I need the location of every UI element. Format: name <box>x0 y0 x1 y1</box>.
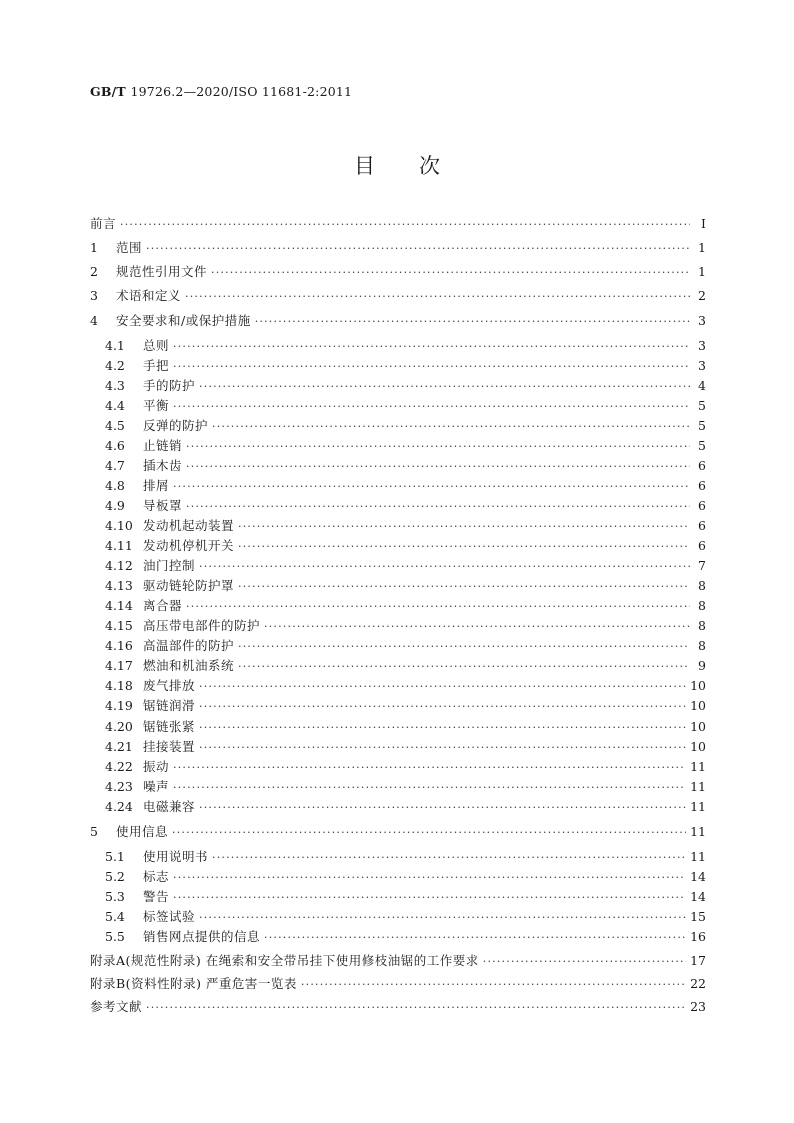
toc-entry-label: 止链销 <box>143 438 183 453</box>
toc-entry-label: 电磁兼容 <box>143 799 196 814</box>
toc-entry-page: 8 <box>698 638 706 653</box>
toc-leader-dots <box>173 399 690 415</box>
toc-entry-label: 离合器 <box>143 598 183 613</box>
toc-leader-dots <box>199 910 686 926</box>
toc-leader-dots <box>238 519 690 535</box>
toc-entry[interactable] <box>90 889 706 906</box>
toc-entry-page: 10 <box>690 698 706 713</box>
toc-entry-page: 3 <box>698 338 706 353</box>
toc-entry[interactable] <box>90 313 706 330</box>
toc-entry-number: 4.18 <box>105 678 133 693</box>
toc-leader-dots <box>173 870 686 886</box>
toc-entry-number: 5.5 <box>105 929 125 944</box>
toc-entry-number: 5.2 <box>105 869 125 884</box>
toc-leader-dots <box>185 289 690 305</box>
toc-leader-dots <box>212 419 690 435</box>
toc-entry-page: 6 <box>698 458 706 473</box>
toc-entry-label: 标志 <box>143 869 170 884</box>
toc-entry-label: 挂接装置 <box>143 739 196 754</box>
toc-leader-dots <box>238 639 690 655</box>
toc-leader-dots <box>238 659 690 675</box>
toc-entry-page: 4 <box>698 378 706 393</box>
toc-entry-label: 插木齿 <box>143 458 183 473</box>
toc-entry[interactable] <box>90 999 706 1016</box>
toc-leader-dots <box>173 479 690 495</box>
toc-entry-label: 术语和定义 <box>116 288 182 303</box>
toc-entry[interactable] <box>90 638 706 655</box>
toc-entry[interactable] <box>90 849 706 866</box>
toc-entry-label: 高压带电部件的防护 <box>143 618 261 633</box>
toc-entry-number: 4.19 <box>105 698 133 713</box>
toc-leader-dots <box>238 579 690 595</box>
toc-entry-label: 平衡 <box>143 398 170 413</box>
toc-entry[interactable] <box>90 378 706 395</box>
toc-entry-page: 14 <box>690 889 706 904</box>
toc-entry-page: 10 <box>690 719 706 734</box>
toc-entry[interactable] <box>90 698 706 715</box>
toc-entry[interactable] <box>90 518 706 535</box>
toc-entry[interactable] <box>90 678 706 695</box>
toc-entry[interactable] <box>90 953 706 970</box>
toc-entry[interactable] <box>90 929 706 946</box>
toc-entry-label: 导板罩 <box>143 498 183 513</box>
toc-entry[interactable] <box>90 438 706 455</box>
toc-entry-label: 手的防护 <box>143 378 196 393</box>
toc-entry-page: 11 <box>690 759 706 774</box>
toc-entry[interactable] <box>90 976 706 993</box>
toc-entry[interactable] <box>90 240 706 257</box>
toc-entry-label: 前言 <box>90 216 117 231</box>
toc-entry-label: 附录B(资料性附录) 严重危害一览表 <box>90 976 297 991</box>
toc-entry-number: 4.21 <box>105 739 133 754</box>
toc-entry-number: 4.15 <box>105 618 133 633</box>
toc-leader-dots <box>146 1000 686 1016</box>
toc-entry-page: 5 <box>698 418 706 433</box>
toc-leader-dots <box>199 379 690 395</box>
toc-entry[interactable] <box>90 264 706 281</box>
toc-entry-page: 23 <box>690 999 706 1014</box>
toc-leader-dots <box>120 217 690 233</box>
toc-entry-number: 4.20 <box>105 719 133 734</box>
toc-entry-page: 6 <box>698 518 706 533</box>
toc-entry-number: 4.22 <box>105 759 133 774</box>
toc-entry-number: 4.17 <box>105 658 133 673</box>
toc-entry-page: 3 <box>698 358 706 373</box>
toc-leader-dots <box>172 825 686 841</box>
toc-entry[interactable] <box>90 398 706 415</box>
toc-entry[interactable] <box>90 418 706 435</box>
toc-entry-number: 1 <box>90 240 98 255</box>
standard-prefix: GB/T <box>90 84 126 99</box>
toc-entry-number: 5.3 <box>105 889 125 904</box>
toc-entry-page: 3 <box>698 313 706 328</box>
toc-leader-dots <box>255 314 690 330</box>
toc-entry[interactable] <box>90 799 706 816</box>
standard-code: 19726.2—2020/ISO 11681-2:2011 <box>130 84 353 99</box>
toc-entry-number: 4.3 <box>105 378 125 393</box>
toc-entry[interactable] <box>90 598 706 615</box>
toc-entry-page: 2 <box>698 288 706 303</box>
toc-entry-page: 22 <box>690 976 706 991</box>
toc-entry-page: 10 <box>690 678 706 693</box>
toc-leader-dots <box>483 954 686 970</box>
toc-entry[interactable] <box>90 759 706 776</box>
toc-entry[interactable] <box>90 739 706 756</box>
toc-leader-dots <box>212 850 686 866</box>
toc-entry-number: 4.9 <box>105 498 125 513</box>
toc-entry-label: 排屑 <box>143 478 170 493</box>
toc-entry-page: 17 <box>690 953 706 968</box>
toc-entry-label: 油门控制 <box>143 558 196 573</box>
toc-entry-page: 5 <box>698 438 706 453</box>
toc-entry-label: 参考文献 <box>90 999 143 1014</box>
toc-entry-number: 4.14 <box>105 598 133 613</box>
toc-entry-page: 15 <box>690 909 706 924</box>
toc-entry-page: 11 <box>690 824 706 839</box>
toc-entry-page: 6 <box>698 538 706 553</box>
toc-entry-number: 4.7 <box>105 458 125 473</box>
toc-entry[interactable] <box>90 779 706 796</box>
toc-entry-number: 4.16 <box>105 638 133 653</box>
toc-entry-label: 标签试验 <box>143 909 196 924</box>
toc-leader-dots <box>264 619 690 635</box>
toc-entry-page: 10 <box>690 739 706 754</box>
toc-entry-number: 5 <box>90 824 98 839</box>
toc-entry-page: 11 <box>690 849 706 864</box>
toc-entry-label: 废气排放 <box>143 678 196 693</box>
toc-leader-dots <box>186 499 690 515</box>
toc-entry-label: 附录A(规范性附录) 在绳索和安全带吊挂下使用修枝油锯的工作要求 <box>90 953 479 968</box>
toc-entry-label: 警告 <box>143 889 170 904</box>
toc-entry-label: 总则 <box>143 338 170 353</box>
toc-entry-label: 反弹的防护 <box>143 418 209 433</box>
toc-entry-number: 4.1 <box>105 338 125 353</box>
toc-leader-dots <box>173 890 686 906</box>
toc-entry-label: 安全要求和/或保护措施 <box>116 313 251 328</box>
toc-entry-number: 4 <box>90 313 98 328</box>
toc-entry-label: 锯链润滑 <box>143 698 196 713</box>
toc-entry-page: 16 <box>690 929 706 944</box>
toc-entry-label: 锯链张紧 <box>143 719 196 734</box>
toc-entry-number: 4.12 <box>105 558 133 573</box>
page-title: 目次 <box>354 154 484 178</box>
toc-entry-number: 4.5 <box>105 418 125 433</box>
toc-entry-label: 驱动链轮防护罩 <box>143 578 235 593</box>
toc-entry[interactable] <box>90 618 706 635</box>
toc-entry-number: 4.13 <box>105 578 133 593</box>
toc-leader-dots <box>186 439 690 455</box>
toc-leader-dots <box>146 241 690 257</box>
toc-entry-page: 14 <box>690 869 706 884</box>
toc-entry-page: 11 <box>690 779 706 794</box>
toc-entry[interactable] <box>90 498 706 515</box>
toc-entry-label: 振动 <box>143 759 170 774</box>
toc-entry[interactable] <box>90 578 706 595</box>
toc-entry-label: 高温部件的防护 <box>143 638 235 653</box>
toc-entry[interactable] <box>90 358 706 375</box>
toc-entry-label: 噪声 <box>143 779 170 794</box>
toc-entry-label: 范围 <box>116 240 143 255</box>
toc-entry-page: 6 <box>698 498 706 513</box>
toc-entry-label: 规范性引用文件 <box>116 264 208 279</box>
toc-entry-number: 3 <box>90 288 98 303</box>
toc-entry[interactable] <box>90 478 706 495</box>
toc-entry-number: 4.10 <box>105 518 133 533</box>
toc-entry-number: 5.1 <box>105 849 125 864</box>
toc-entry-number: 4.24 <box>105 799 133 814</box>
toc-entry[interactable] <box>90 658 706 675</box>
toc-leader-dots <box>199 699 686 715</box>
toc-leader-dots <box>199 720 686 736</box>
toc-leader-dots <box>199 559 690 575</box>
toc-leader-dots <box>264 930 686 946</box>
toc-leader-dots <box>186 459 690 475</box>
toc-leader-dots <box>199 679 686 695</box>
toc-leader-dots <box>173 359 690 375</box>
toc-entry-page: 1 <box>698 240 706 255</box>
toc-entry-label: 手把 <box>143 358 170 373</box>
toc-leader-dots <box>186 599 690 615</box>
toc-entry[interactable] <box>90 338 706 355</box>
toc-entry-page: 7 <box>698 558 706 573</box>
toc-entry[interactable] <box>90 869 706 886</box>
toc-leader-dots <box>173 780 686 796</box>
toc-entry-page: 5 <box>698 398 706 413</box>
toc-leader-dots <box>173 339 690 355</box>
toc-entry-page: 8 <box>698 578 706 593</box>
toc-entry-page: Ⅰ <box>701 216 706 231</box>
toc-entry[interactable] <box>90 458 706 475</box>
toc-entry-label: 使用说明书 <box>143 849 209 864</box>
toc-entry-number: 4.2 <box>105 358 125 373</box>
toc-entry-number: 4.8 <box>105 478 125 493</box>
toc-entry[interactable] <box>90 216 706 233</box>
toc-entry-number: 5.4 <box>105 909 125 924</box>
toc-entry[interactable] <box>90 719 706 736</box>
toc-entry[interactable] <box>90 538 706 555</box>
toc-entry[interactable] <box>90 558 706 575</box>
toc-entry-page: 8 <box>698 598 706 613</box>
toc-leader-dots <box>211 265 690 281</box>
toc-entry-page: 8 <box>698 618 706 633</box>
toc-leader-dots <box>301 977 686 993</box>
toc-entry-page: 11 <box>690 799 706 814</box>
standard-number <box>90 84 352 99</box>
toc-entry-label: 发动机起动装置 <box>143 518 235 533</box>
toc-leader-dots <box>173 760 686 776</box>
toc-entry[interactable] <box>90 909 706 926</box>
toc-leader-dots <box>199 800 686 816</box>
toc-leader-dots <box>238 539 690 555</box>
toc-leader-dots <box>199 740 686 756</box>
toc-entry-number: 4.11 <box>105 538 133 553</box>
toc-entry-label: 燃油和机油系统 <box>143 658 235 673</box>
toc-entry[interactable] <box>90 288 706 305</box>
toc-entry-label: 发动机停机开关 <box>143 538 235 553</box>
toc-entry-page: 6 <box>698 478 706 493</box>
toc-entry-number: 4.4 <box>105 398 125 413</box>
toc-entry-number: 2 <box>90 264 98 279</box>
toc-entry-label: 销售网点提供的信息 <box>143 929 261 944</box>
toc-entry-number: 4.23 <box>105 779 133 794</box>
toc-entry-page: 9 <box>698 658 706 673</box>
toc-entry-label: 使用信息 <box>116 824 169 839</box>
toc-entry-number: 4.6 <box>105 438 125 453</box>
toc-entry-page: 1 <box>698 264 706 279</box>
toc-entry[interactable] <box>90 824 706 841</box>
